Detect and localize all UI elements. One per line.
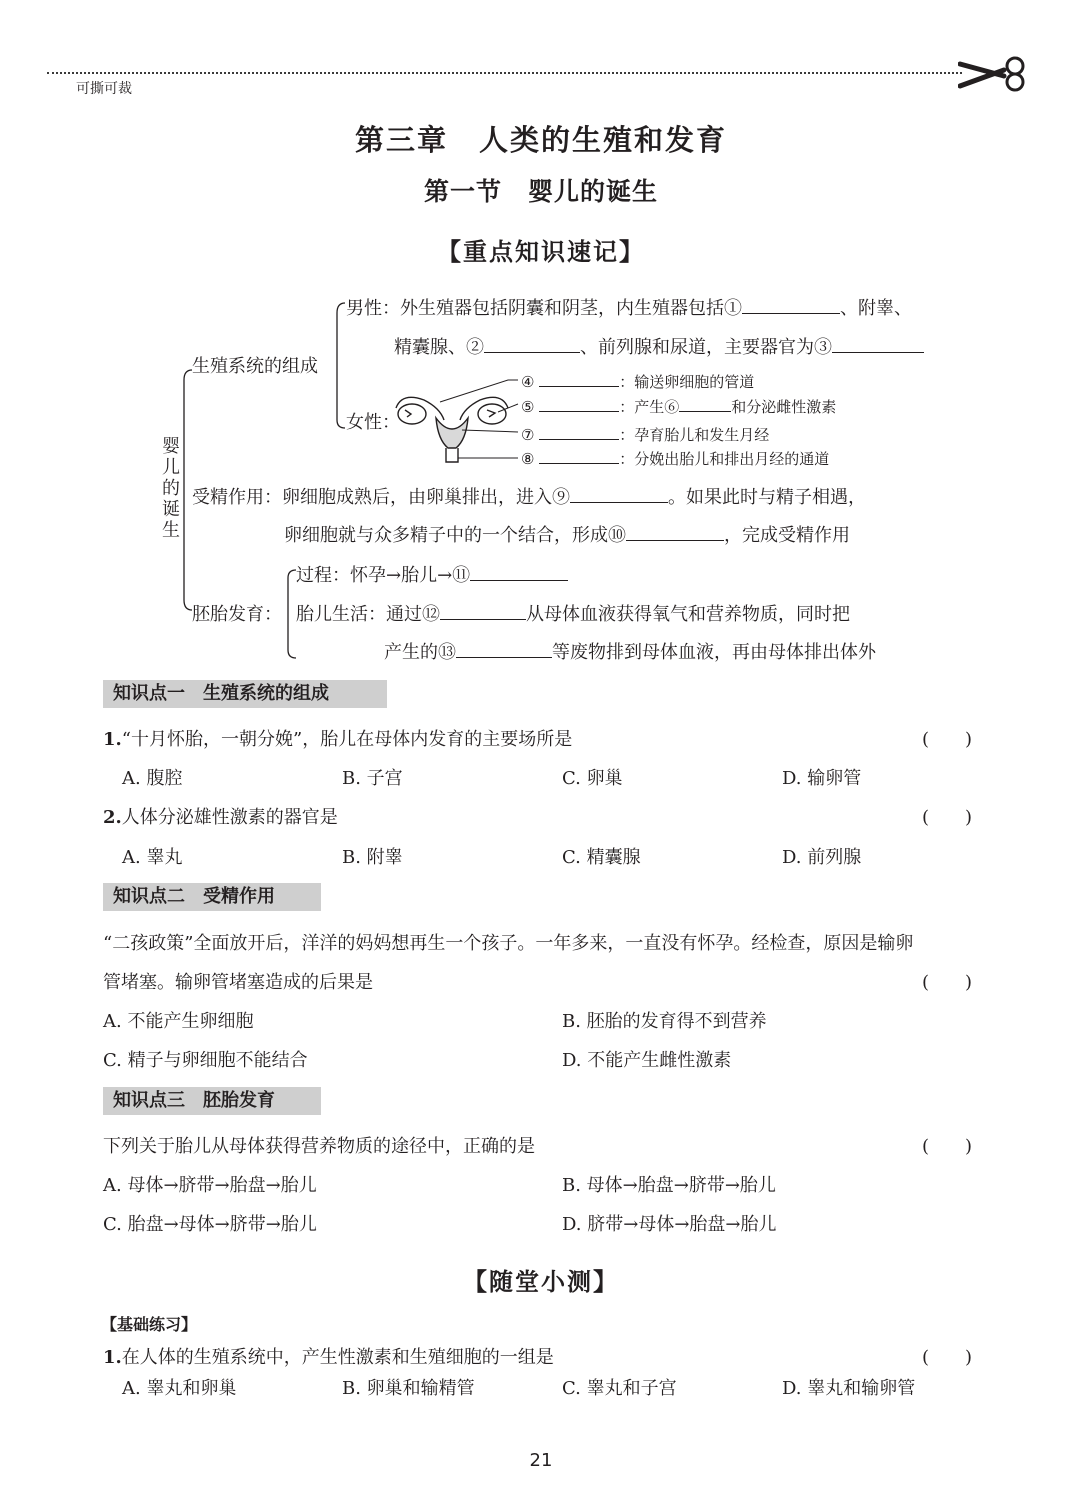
- topic-3-banner: 知识点三 胚胎发育: [103, 1087, 321, 1115]
- blank-12: [440, 603, 526, 620]
- repro-system-label: 生殖系统的组成: [192, 356, 318, 377]
- q3-option-a[interactable]: A. 不能产生卵细胞: [103, 1011, 254, 1032]
- num-8: ⑧: [521, 450, 535, 468]
- q3-stem-line-2: 管堵塞。输卵管堵塞造成的后果是: [103, 972, 373, 993]
- female-item-7: [521, 424, 769, 445]
- q1-stem: [103, 725, 572, 751]
- fert-text-d: ，完成受精作用: [724, 525, 850, 546]
- topic-1-banner: 知识点一 生殖系统的组成: [103, 680, 387, 708]
- cut-label: 可撕可裁: [76, 81, 132, 97]
- blank-6: [679, 399, 731, 412]
- q2-option-d[interactable]: D. 前列腺: [782, 847, 862, 868]
- female-item-4: [521, 371, 754, 392]
- blank-3: [832, 336, 924, 353]
- uterus-diagram: [396, 397, 508, 462]
- q4-option-c[interactable]: C. 胎盘→母体→脐带→胎儿: [103, 1214, 317, 1235]
- blank-13: [456, 641, 552, 658]
- q5-stem: [103, 1343, 554, 1369]
- blank-10: [626, 524, 724, 541]
- q1-option-c[interactable]: C. 卵巢: [562, 768, 623, 789]
- male-text-c: 精囊腺、②: [394, 337, 484, 358]
- quiz-heading: 【随堂小测】: [463, 1267, 619, 1296]
- num-5: ⑤: [521, 398, 535, 416]
- q3-answer-paren[interactable]: ( ): [922, 972, 973, 993]
- q4-option-b[interactable]: B. 母体→胎盘→脐带→胎儿: [562, 1175, 776, 1196]
- summary-heading: 【重点知识速记】: [437, 237, 645, 266]
- q5-option-b[interactable]: B. 卵巢和输精管: [342, 1378, 475, 1399]
- male-line-1: [346, 294, 912, 320]
- q3-stem-line-1: “二孩政策”全面放开后，洋洋的妈妈想再生一个孩子。一年多来，一直没有怀孕。经检查，原因是输卵: [103, 933, 914, 954]
- life-text-d: 等废物排到母体血液，再由母体排出体外: [552, 642, 876, 663]
- f5-text-a: ：产生⑥: [619, 398, 680, 416]
- female-label: 女性：: [346, 412, 400, 433]
- chapter-title: 第三章 人类的生殖和发育: [354, 123, 727, 157]
- q5-option-c[interactable]: C. 睾丸和子宫: [562, 1378, 677, 1399]
- process-text: 过程：怀孕→胎儿→⑪: [296, 565, 471, 586]
- q4-option-a[interactable]: A. 母体→脐带→胎盘→胎儿: [103, 1175, 317, 1196]
- q2-option-b[interactable]: B. 附睾: [342, 847, 403, 868]
- mindmap-root: 婴儿的诞生: [162, 436, 180, 541]
- q2-stem: [103, 803, 338, 829]
- female-item-8: [521, 448, 829, 469]
- blank-1: [742, 297, 840, 314]
- blank-8: [539, 451, 619, 464]
- section-title: 第一节 婴儿的诞生: [423, 177, 658, 206]
- female-item-5: [521, 396, 836, 417]
- f4-text: ：输送卵细胞的管道: [619, 373, 755, 391]
- f7-text: ：孕育胎儿和发生月经: [619, 426, 770, 444]
- male-text-b: 、附睾、: [840, 298, 912, 319]
- male-line-2: [394, 333, 924, 359]
- life-line-1: [296, 600, 850, 626]
- q1-option-a[interactable]: A. 腹腔: [122, 768, 183, 789]
- f5-text-b: 和分泌雌性激素: [731, 398, 837, 416]
- fert-line-1: [192, 483, 866, 509]
- q1-answer-paren[interactable]: ( ): [922, 729, 973, 750]
- q1-option-b[interactable]: B. 子宫: [342, 768, 403, 789]
- q2-option-c[interactable]: C. 精囊腺: [562, 847, 641, 868]
- q3-option-d[interactable]: D. 不能产生雌性激素: [562, 1050, 732, 1071]
- q4-answer-paren[interactable]: ( ): [922, 1136, 973, 1157]
- fert-line-2: [284, 521, 850, 547]
- life-text-c: 产生的⑬: [384, 642, 456, 663]
- q2-number: 2.: [103, 807, 122, 828]
- life-text-b: 从母体血液获得氧气和营养物质，同时把: [526, 604, 850, 625]
- basic-practice-label: 【基础练习】: [101, 1315, 198, 1334]
- fert-text-c: 卵细胞就与众多精子中的一个结合，形成⑩: [284, 525, 626, 546]
- q4-option-d[interactable]: D. 脐带→母体→胎盘→胎儿: [562, 1214, 777, 1235]
- blank-5: [539, 399, 619, 412]
- q1-option-d[interactable]: D. 输卵管: [782, 768, 862, 789]
- blank-4: [539, 374, 619, 387]
- blank-11: [470, 564, 568, 581]
- q2-option-a[interactable]: A. 睾丸: [122, 847, 183, 868]
- life-line-2: [384, 638, 876, 664]
- fert-text-b: 。如果此时与精子相遇，: [668, 487, 866, 508]
- q3-option-c[interactable]: C. 精子与卵细胞不能结合: [103, 1050, 308, 1071]
- blank-2: [484, 336, 580, 353]
- life-text-a: 胎儿生活：通过⑫: [296, 604, 440, 625]
- page-number: 21: [529, 1450, 553, 1471]
- num-4: ④: [521, 373, 535, 391]
- q4-stem: 下列关于胎儿从母体获得营养物质的途径中，正确的是: [103, 1136, 535, 1157]
- q2-answer-paren[interactable]: ( ): [922, 807, 973, 828]
- q5-number: 1.: [103, 1347, 122, 1368]
- f8-text: ：分娩出胎儿和排出月经的通道: [619, 450, 830, 468]
- embryo-label: 胚胎发育：: [192, 604, 282, 625]
- q5-answer-paren[interactable]: ( ): [922, 1347, 973, 1368]
- topic-2-banner: 知识点二 受精作用: [103, 883, 321, 911]
- blank-9: [570, 486, 668, 503]
- q2-text: 人体分泌雄性激素的器官是: [121, 807, 338, 828]
- male-text-d: 、前列腺和尿道，主要器官为③: [580, 337, 832, 358]
- q3-option-b[interactable]: B. 胚胎的发育得不到营养: [562, 1011, 767, 1032]
- num-7: ⑦: [521, 426, 535, 444]
- process-line: [296, 561, 568, 587]
- male-text-a: 男性：外生殖器包括阴囊和阴茎，内生殖器包括①: [346, 298, 742, 319]
- q5-option-a[interactable]: A. 睾丸和卵巢: [122, 1378, 237, 1399]
- q5-text: 在人体的生殖系统中，产生性激素和生殖细胞的一组是: [121, 1347, 554, 1368]
- q5-option-d[interactable]: D. 睾丸和输卵管: [782, 1378, 916, 1399]
- fert-text-a: 受精作用：卵细胞成熟后，由卵巢排出，进入⑨: [192, 487, 570, 508]
- q1-number: 1.: [103, 729, 122, 750]
- blank-7: [539, 427, 619, 440]
- q1-text: “十月怀胎，一朝分娩”，胎儿在母体内发育的主要场所是: [121, 729, 573, 750]
